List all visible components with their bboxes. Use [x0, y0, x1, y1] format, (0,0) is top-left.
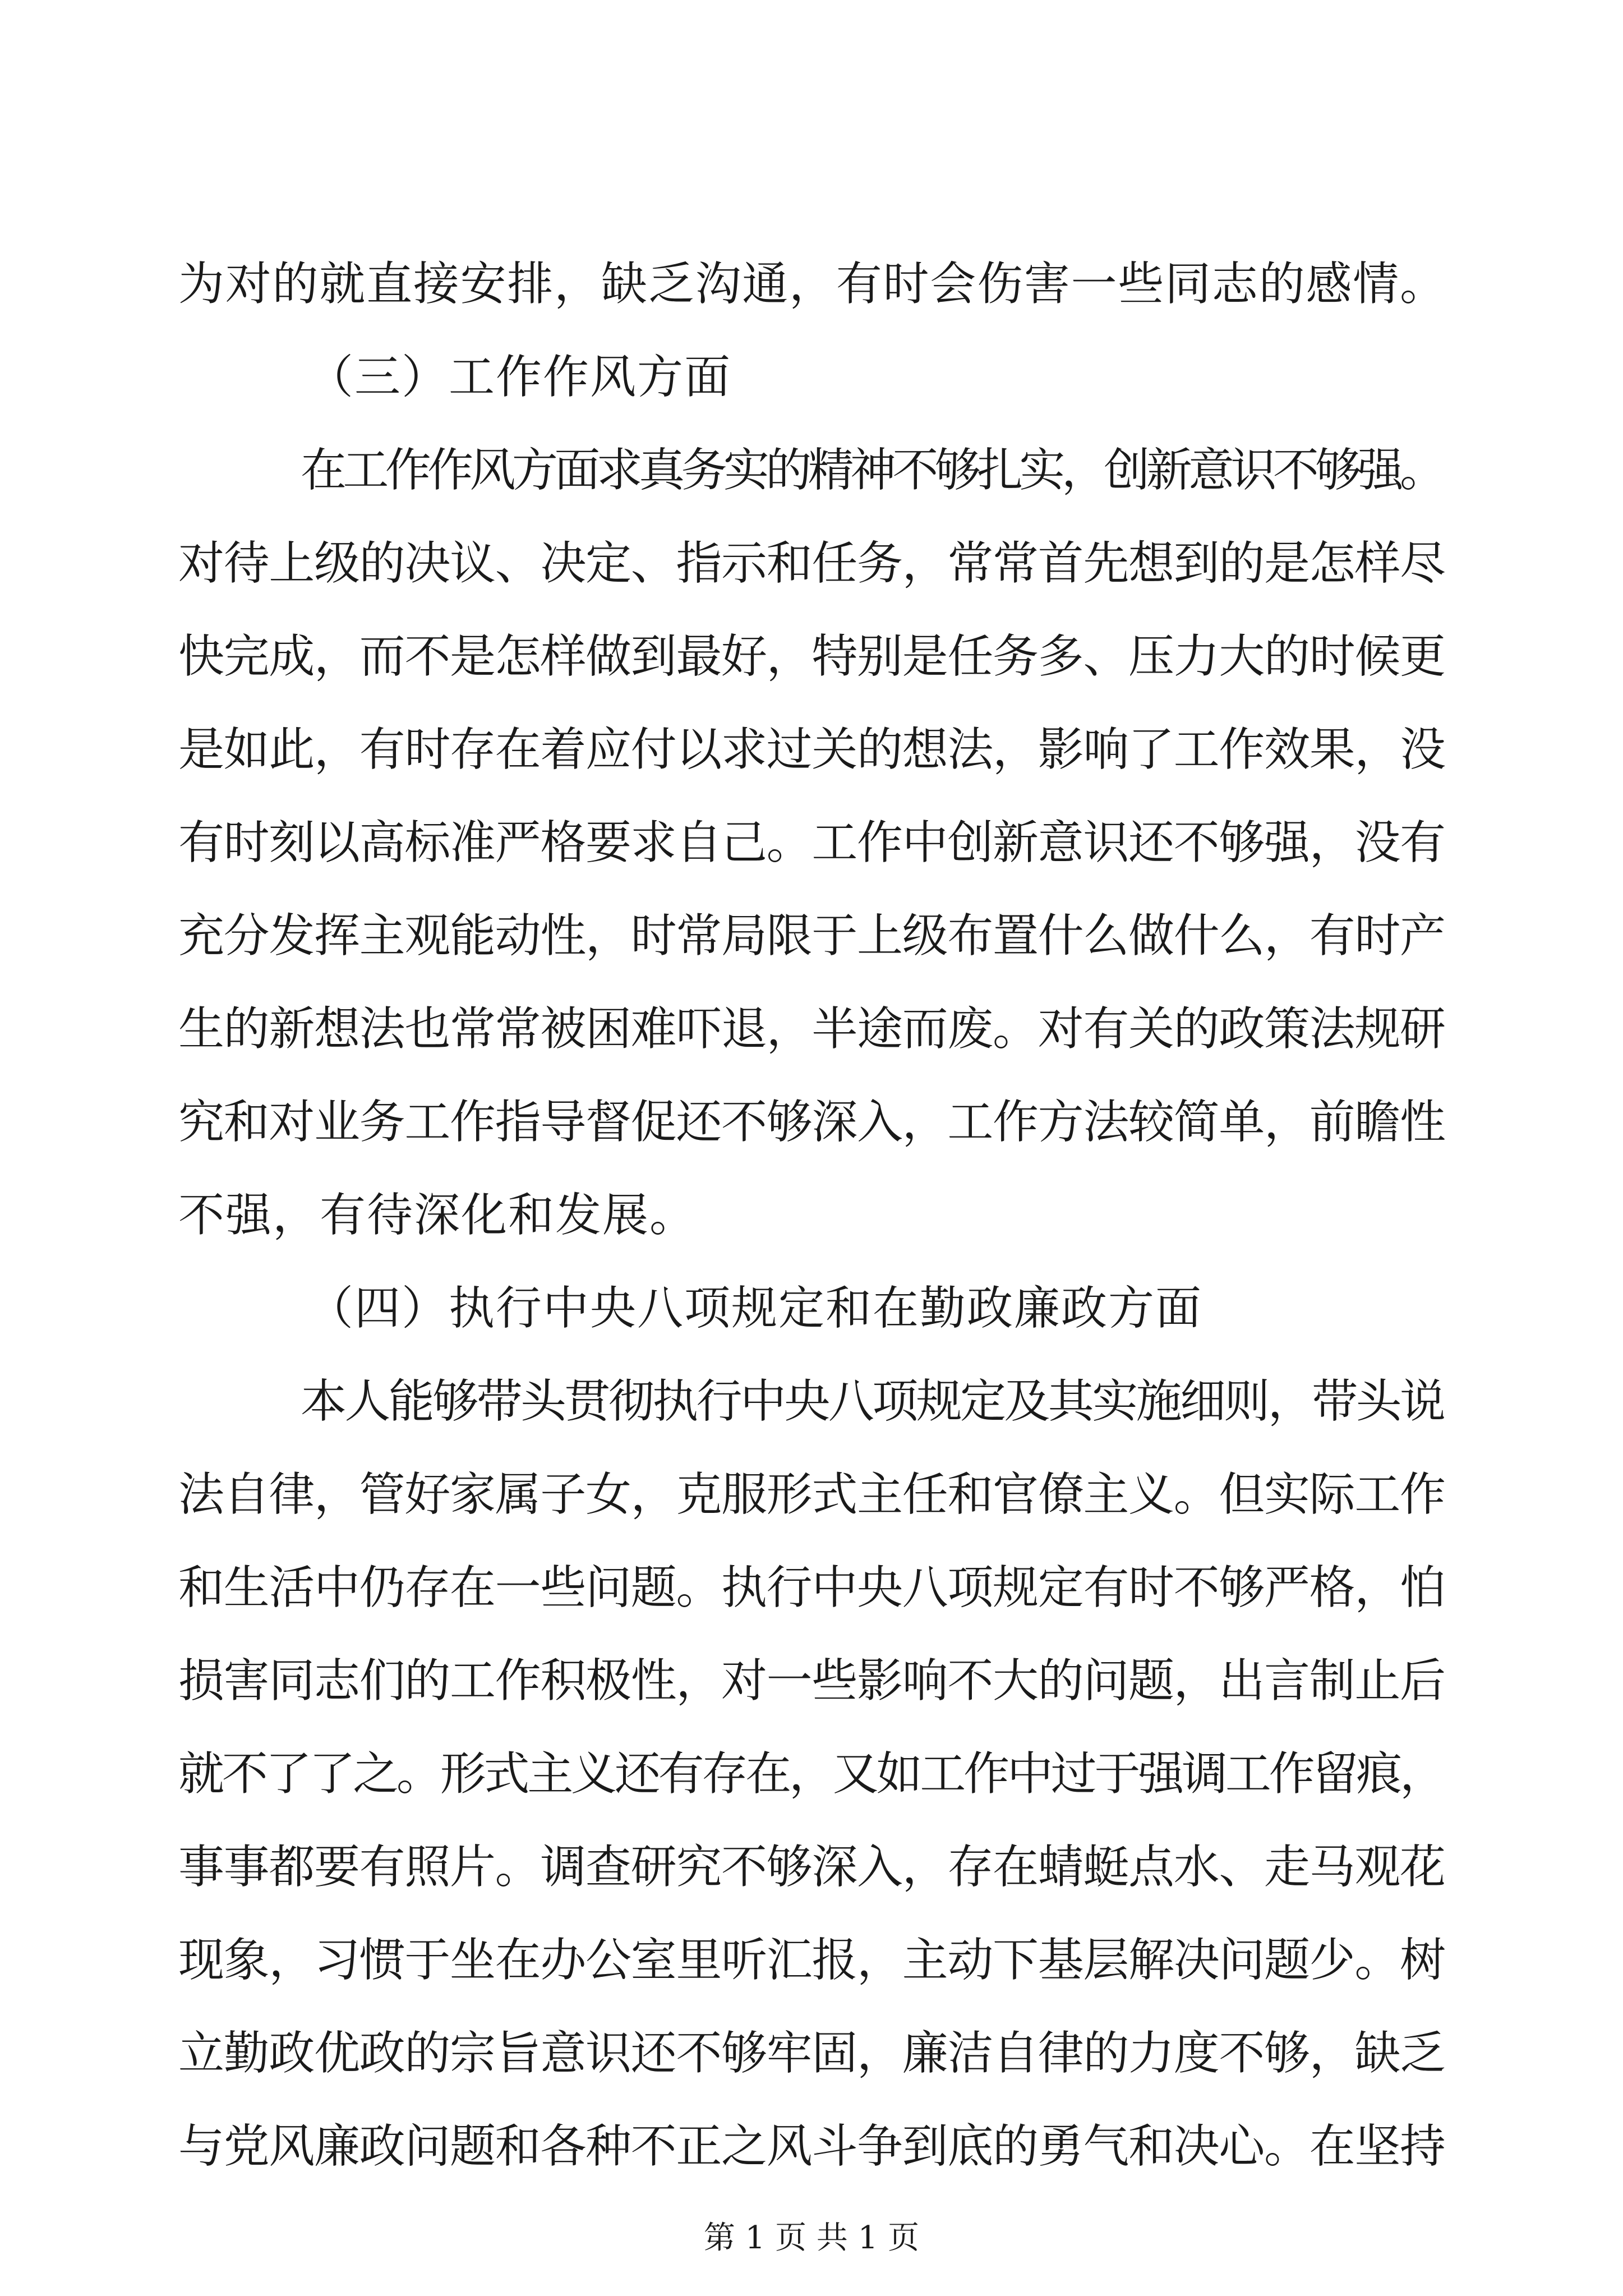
body-text-line: 生的新想法也常常被困难吓退，半途而废。对有关的政策法规研: [178, 1002, 1445, 1056]
body-text-line: 现象，习惯于坐在办公室里听汇报，主动下基层解决问题少。树: [178, 1934, 1445, 1987]
body-text-line: 是如此，有时存在着应付以求过关的想法，影响了工作效果，没: [178, 723, 1445, 776]
paragraph-first-line: 在工作作风方面求真务实的精神不够扎实，创新意识不够强。: [301, 444, 1442, 497]
body-text-line: 就不了了之。形式主义还有存在，又如工作中过于强调工作留痕，: [178, 1747, 1444, 1801]
body-text-line: 立勤政优政的宗旨意识还不够牢固，廉洁自律的力度不够，缺乏: [178, 2027, 1445, 2080]
body-text-line: 对待上级的决议、决定、指示和任务，常常首先想到的是怎样尽: [178, 537, 1445, 590]
body-text-line: 与党风廉政问题和各种不正之风斗争到底的勇气和决心。在坚持: [178, 2120, 1445, 2173]
paragraph-first-line: 本人能够带头贯彻执行中央八项规定及其实施细则，带头说: [301, 1375, 1444, 1428]
body-text-line: 法自律，管好家属子女，克服形式主任和官僚主义。但实际工作: [178, 1468, 1445, 1521]
body-text-line: 不强，有待深化和发展。: [178, 1189, 697, 1242]
section-heading-integrity: （四）执行中央八项规定和在勤政廉政方面: [307, 1282, 1203, 1335]
body-text-line: 和生活中仍存在一些问题。执行中央八项规定有时不够严格，怕: [178, 1561, 1445, 1614]
body-text-line: 充分发挥主观能动性，时常局限于上级布置什么做什么，有时产: [178, 909, 1445, 963]
body-text-line: 事事都要有照片。调查研究不够深入，存在蜻蜓点水、走马观花: [178, 1841, 1445, 1894]
section-heading-work-style: （三）工作作风方面: [307, 351, 732, 404]
body-text-line: 快完成，而不是怎样做到最好，特别是任务多、压力大的时候更: [178, 630, 1445, 683]
body-text-line: 究和对业务工作指导督促还不够深入，工作方法较简单，前瞻性: [178, 1096, 1445, 1149]
page-footer: 第 1 页 共 1 页: [703, 2220, 920, 2256]
body-text-line: 损害同志们的工作积极性，对一些影响不大的问题，出言制止后: [178, 1654, 1445, 1708]
body-text-line: 有时刻以高标准严格要求自己。工作中创新意识还不够强，没有: [178, 816, 1445, 869]
body-text-line: 为对的就直接安排，缺乏沟通，有时会伤害一些同志的感情。: [178, 257, 1447, 311]
